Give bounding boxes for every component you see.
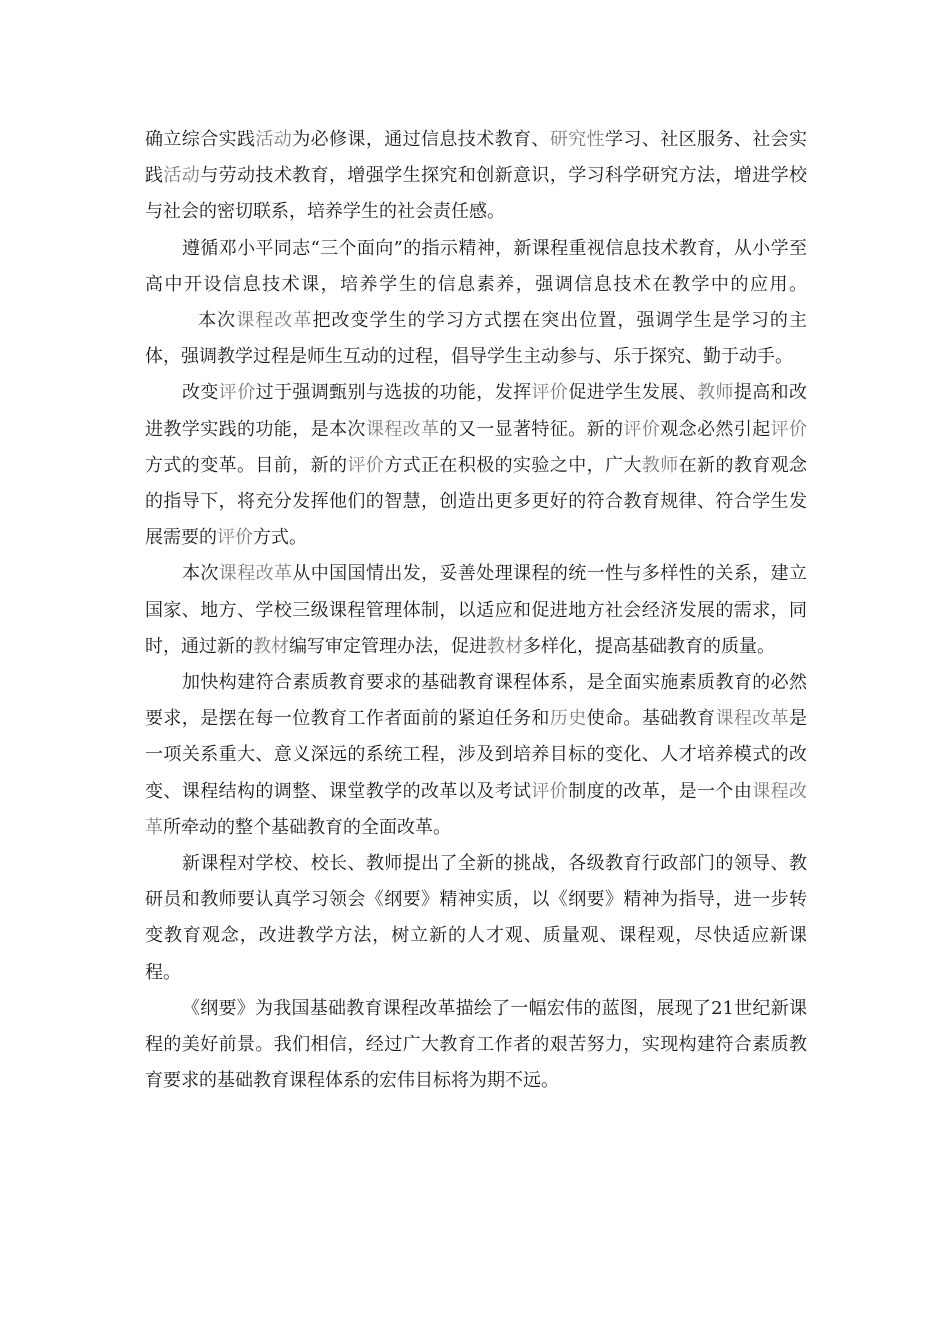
text-run: 与劳动技术教育，增强学生探究和创新意识，学习科学研究方法，增进学校与社会的密切联系，培养学生的社会责任感。	[145, 165, 808, 223]
keyword-link: 课程改革	[236, 310, 313, 332]
paragraph-4	[145, 556, 807, 665]
keyword-link: 课程改革	[218, 563, 293, 585]
text-run: 制度的改革，是一个由	[568, 780, 753, 802]
keyword-link: 评价	[623, 418, 661, 440]
keyword-link: 评价	[770, 418, 808, 440]
keyword-link: 研究性	[549, 129, 606, 150]
text-run: 过于强调甄别与选拔的功能，发挥	[255, 382, 532, 404]
paragraph-1	[145, 122, 807, 231]
text-run: 加快构建符合素质教育要求的基础教育课程体系，是全面实施素质教育的必然要求，是摆在每一位教育工作者面前的紧迫任务和	[145, 672, 807, 730]
keyword-link: 课程改革	[715, 708, 790, 730]
keyword-link: 评价	[347, 454, 385, 476]
text-run: 使命。基础教育	[586, 708, 716, 730]
keyword-link: 教师	[697, 382, 734, 404]
keyword-link: 教材	[253, 635, 289, 657]
paragraph-6	[145, 846, 807, 991]
keyword-link: 活动	[255, 129, 293, 150]
keyword-link: 评价	[531, 382, 569, 404]
text-run: 《纲要》为我国基础教育课程改革描绘了一幅宏伟的蓝图，展现了21世纪新课程的美好前景。我们相信，经过广大教育工作者的艰苦努力，实现构建符合素质教育要求的基础教育课程体系的宏伟目标将为期不远。	[145, 997, 807, 1092]
paragraph-2	[145, 231, 807, 376]
paragraph-5	[145, 665, 807, 846]
document-body	[145, 122, 807, 1099]
text-run: 把改变学生的学习方式摆在突出位置，强调学生是学习的主体，强调教学过程是师生互动的过程，倡导学生主动参与、乐于探究、勤于动手。	[145, 310, 807, 368]
text-run: 本次	[182, 563, 219, 585]
text-run: 学习、社区服务、社会实践	[145, 129, 808, 187]
keyword-link: 活动	[163, 165, 201, 187]
text-run: 的又一显著特征。新的	[439, 418, 624, 440]
text-run: 多样化，提高基础教育的质量。	[523, 635, 775, 657]
keyword-link: 课程改革	[365, 418, 440, 440]
text-run: 所牵动的整个基础教育的全面改革。	[163, 816, 451, 838]
keyword-link: 教材	[487, 635, 523, 657]
keyword-link: 评价	[217, 527, 253, 549]
text-run: 为必修课，通过信息技术教育、	[292, 129, 550, 150]
text-run: 遵循邓小平同志“三个面向”的指示精神，新课程重视信息技术教育，从小学至高中开设信息技术课，培养学生的信息素养，强调信息技术在教学中的应用。	[145, 237, 807, 295]
text-run: 本次	[197, 310, 237, 332]
text-run: 方式。	[253, 527, 307, 549]
text-run: 编写审定管理办法，促进	[289, 635, 487, 657]
keyword-link: 历史	[549, 708, 587, 730]
text-run: 方式的变革。目前，新的	[145, 454, 348, 476]
paragraph-3	[145, 375, 807, 556]
text-run: 从中国国情出发，妥善处理课程的统一性与多样性的关系，建立国家、地方、学校三级课程管理体制，以适应和促进地方社会经济发展的需求，同时，通过新的	[145, 563, 808, 657]
text-run: 改变	[182, 382, 219, 404]
text-run: 确立综合实践	[145, 129, 256, 150]
text-run: 在新的教育观念的指导下，将充分发挥他们的智慧，创造出更多更好的符合教育规律、符合学生发展需要的	[145, 454, 808, 549]
keyword-link: 课程改革	[145, 780, 808, 838]
text-run: 方式正在积极的实验之中，广大	[384, 454, 642, 476]
keyword-link: 教师	[641, 454, 679, 476]
text-run: 新课程对学校、校长、教师提出了全新的挑战，各级教育行政部门的领导、教研员和教师要认真学习领会《纲要》精神实质，以《纲要》精神为指导，进一步转变教育观念，改进教学方法，树立新的人才观、质量观、课程观，尽快适应新课程。	[145, 853, 807, 983]
text-run: 观念必然引起	[660, 418, 771, 440]
keyword-link: 评价	[531, 780, 569, 802]
text-run: 促进学生发展、	[568, 382, 698, 404]
text-run: 是一项关系重大、意义深远的系统工程，涉及到培养目标的变化、人才培养模式的改变、课程结构的调整、课堂教学的改革以及考试	[145, 708, 808, 802]
paragraph-7	[145, 991, 807, 1100]
keyword-link: 评价	[218, 382, 256, 404]
text-run: 提高和改进教学实践的功能，是本次	[145, 382, 808, 440]
